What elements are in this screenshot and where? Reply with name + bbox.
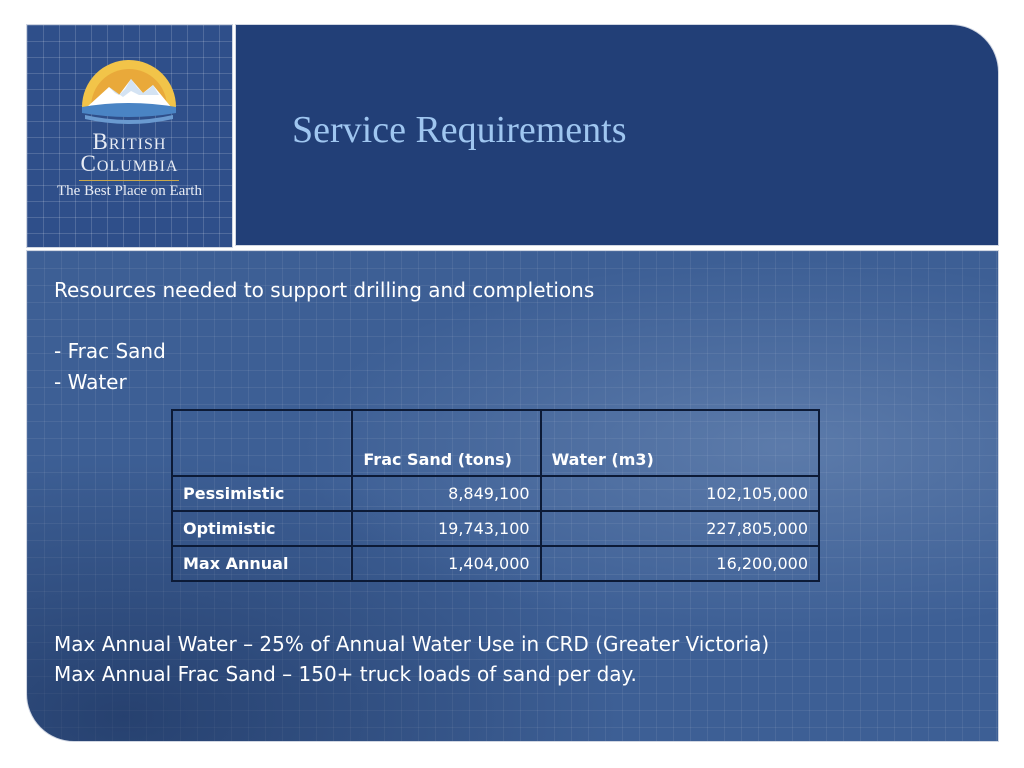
row-label: Pessimistic [172, 476, 352, 511]
header-frac-sand: Frac Sand (tons) [352, 410, 540, 476]
cell-frac-sand: 19,743,100 [352, 511, 540, 546]
header-water: Water (m3) [541, 410, 819, 476]
cell-water: 16,200,000 [541, 546, 819, 581]
table-header-row [172, 410, 819, 476]
cell-frac-sand: 8,849,100 [352, 476, 540, 511]
intro-text: Resources needed to support drilling and completions [54, 278, 595, 302]
footer-sand-note: Max Annual Frac Sand – 150+ truck loads of sand per day. [54, 662, 637, 686]
row-label: Max Annual [172, 546, 352, 581]
sun-mountain-icon [79, 41, 179, 141]
cell-water: 102,105,000 [541, 476, 819, 511]
header-blank [172, 410, 352, 476]
slide-title: Service Requirements [292, 109, 627, 151]
bullet-frac-sand: - Frac Sand [54, 339, 166, 363]
bullet-water: - Water [54, 370, 127, 394]
table-row [172, 476, 819, 511]
logo-tagline: The Best Place on Earth [57, 183, 202, 199]
footer-water-note: Max Annual Water – 25% of Annual Water Use in CRD (Greater Victoria) [54, 632, 770, 656]
table-row [172, 511, 819, 546]
row-label: Optimistic [172, 511, 352, 546]
logo-name-line1: British [92, 129, 167, 154]
service-requirements-table [171, 409, 820, 582]
cell-water: 227,805,000 [541, 511, 819, 546]
logo-panel [26, 24, 233, 248]
logo-name-line2: Columbia [80, 151, 179, 176]
table-row [172, 546, 819, 581]
cell-frac-sand: 1,404,000 [352, 546, 540, 581]
logo-divider [79, 180, 179, 181]
